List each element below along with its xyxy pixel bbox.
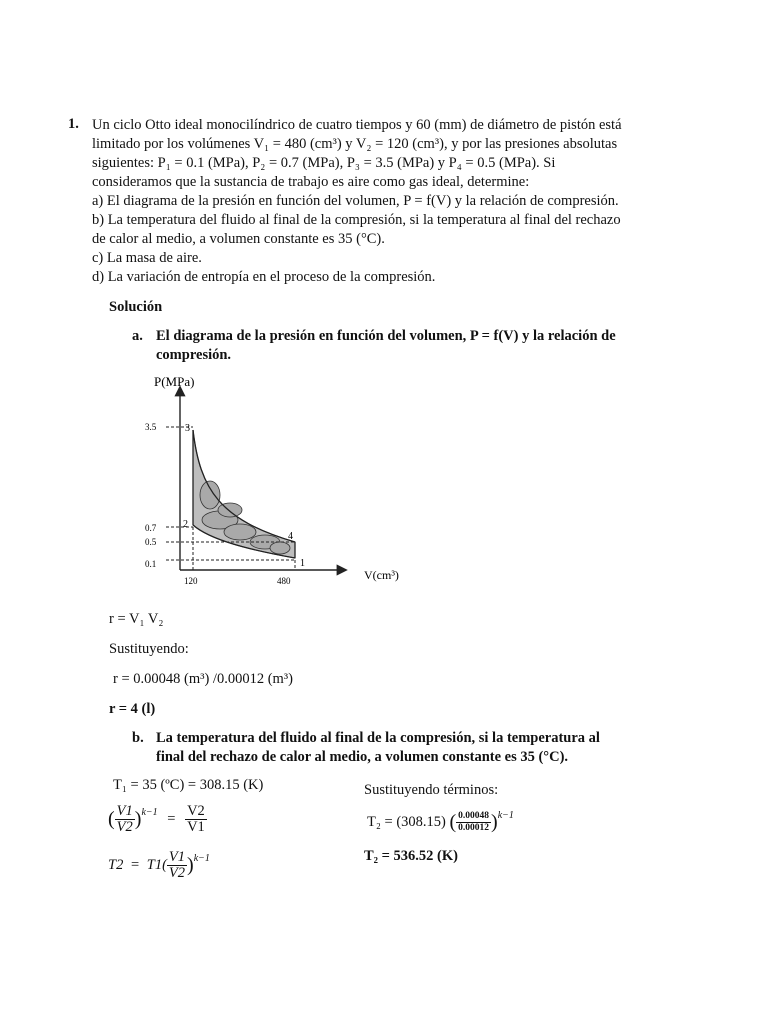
eq3-fraction: $\frac{0.00048}{0.00012}$ bbox=[458, 811, 490, 834]
x-tick-120: 120 bbox=[184, 576, 198, 586]
sustituyendo-label: Sustituyendo: bbox=[109, 641, 189, 657]
part-b-line-1: La temperatura del fluido al final de la compresión, si la temperatura al bbox=[156, 730, 600, 746]
pv-diagram bbox=[140, 370, 410, 600]
point-1: 1 bbox=[300, 558, 305, 569]
point-4: 4 bbox=[288, 531, 293, 542]
t2-result: T₂ = 536.52 (K) bbox=[364, 848, 458, 864]
y-tick-0-7: 0.7 bbox=[145, 523, 157, 533]
problem-line-1: Un ciclo Otto ideal monocilíndrico de cuatro tiempos y 60 (mm) de diámetro de pistón está bbox=[92, 117, 622, 133]
x-axis-label: V(cm³) bbox=[364, 568, 399, 582]
eq1-rhs-fraction: $\frac{V2}{V1}$ bbox=[187, 803, 205, 835]
problem-line-9: d) La variación de entropía en el proceso de la compresión. bbox=[92, 269, 436, 285]
point-2: 2 bbox=[183, 519, 188, 530]
problem-line-7: de calor al medio, a volumen constante es 35 (°C). bbox=[92, 231, 385, 247]
ratio-definition: r = V₁ V₂ bbox=[109, 611, 164, 627]
problem-line-5: a) El diagrama de la presión en función del volumen, P = f(V) y la relación de compresión. bbox=[92, 193, 619, 209]
solution-heading: Solución bbox=[109, 299, 163, 315]
part-a-line-2: compresión. bbox=[156, 347, 232, 363]
eq2-fraction: $\frac{V1}{V2}$ bbox=[168, 849, 186, 881]
part-a-line-1: El diagrama de la presión en función del volumen, P = f(V) y la relación de bbox=[156, 328, 616, 344]
problem-line-2: limitado por los volúmenes V₁ = 480 (cm³) y V₂ = 120 (cm³), y por las presiones absolutas bbox=[92, 136, 618, 152]
y-tick-3-5: 3.5 bbox=[145, 422, 157, 432]
y-axis-label: P(MPa) bbox=[154, 374, 195, 389]
y-tick-0-1: 0.1 bbox=[145, 559, 157, 569]
problem-line-4: consideramos que la sustancia de trabajo es aire como gas ideal, determine: bbox=[92, 174, 530, 190]
equation-t2: T2 = T1( $\frac{V1}{V2}$ )$^{k-1}$ bbox=[108, 849, 210, 881]
y-tick-0-5: 0.5 bbox=[145, 537, 157, 547]
problem-line-6: b) La temperatura del fluido al final de la compresión, si la temperatura al final del rechazo bbox=[92, 212, 621, 228]
point-3: 3 bbox=[185, 423, 190, 434]
part-b-line-2: final del rechazo de calor al medio, a volumen constante es 35 (°C). bbox=[156, 749, 569, 765]
ratio-calculation: r = 0.00048 (m³) /0.00012 (m³) bbox=[113, 671, 293, 687]
sustituyendo-terminos: Sustituyendo términos: bbox=[364, 782, 499, 798]
part-a-label: a. bbox=[132, 328, 143, 344]
problem-line-8: c) La masa de aire. bbox=[92, 250, 202, 266]
t1-value: T₁ = 35 (ºC) = 308.15 (K) bbox=[113, 777, 264, 793]
equation-ratio: ( $\frac{V1}{V2}$ )$^{k-1}$ = $\frac{V2}{V1}$ bbox=[108, 803, 205, 835]
equation-t2-substituted: T₂ = (308.15) ( $\frac{0.00048}{0.00012}$ )$^{k-1}$ bbox=[367, 810, 514, 834]
ratio-result: r = 4 (l) bbox=[109, 701, 156, 717]
problem-line-3: siguientes: P₁ = 0.1 (MPa), P₂ = 0.7 (MPa), P₃ = 3.5 (MPa) y P₄ = 0.5 (MPa). Si bbox=[92, 155, 556, 171]
x-tick-480: 480 bbox=[277, 576, 291, 586]
problem-number: 1. bbox=[68, 116, 79, 132]
eq1-fraction: $\frac{V1}{V2}$ bbox=[116, 803, 133, 835]
part-b-label: b. bbox=[132, 730, 144, 746]
